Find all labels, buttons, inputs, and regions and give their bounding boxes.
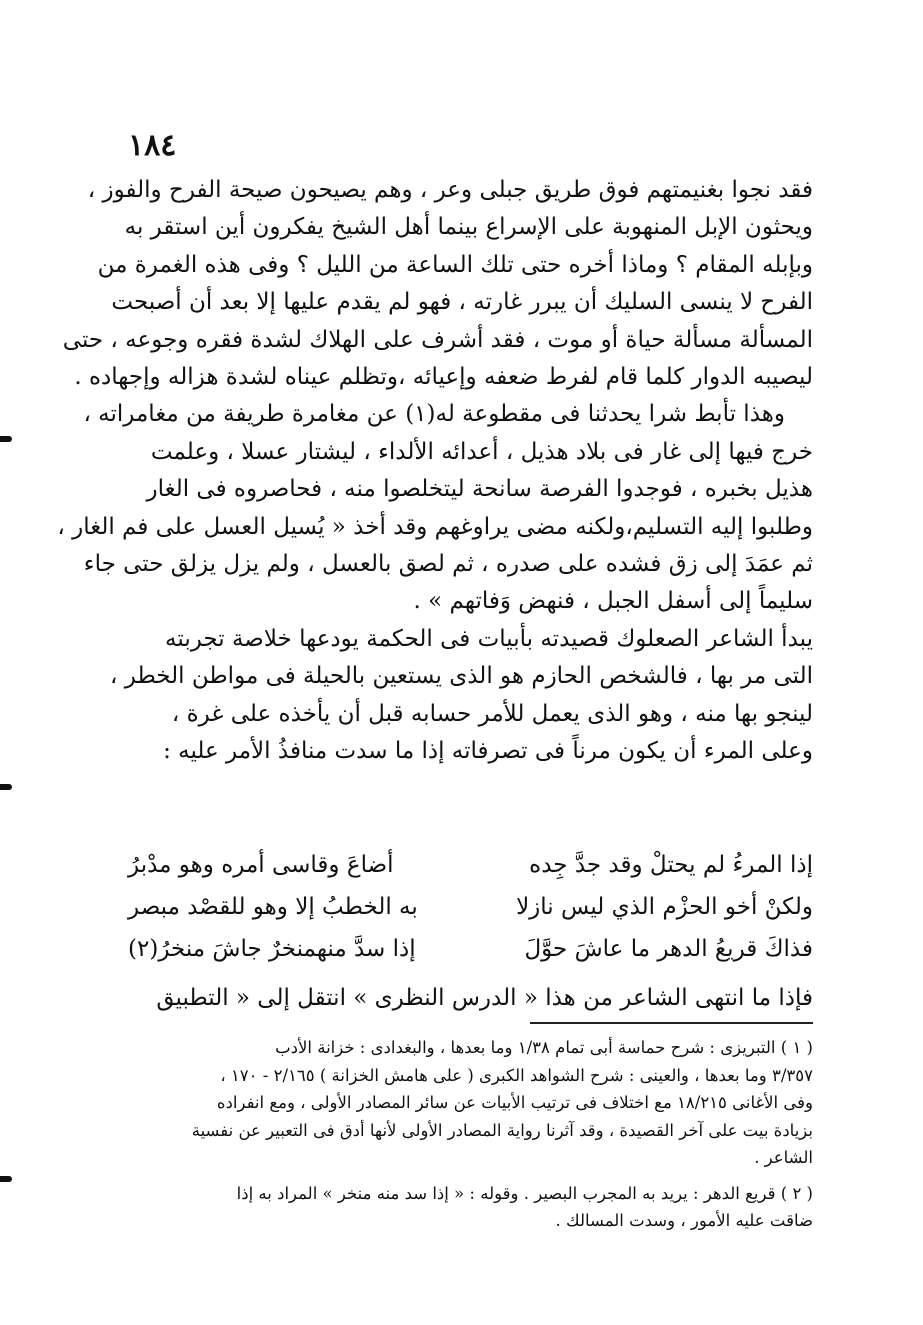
footnote-line: ( ١ ) التبريزى : شرح حماسة أبى تمام ١/٣٨ وما بعدها ، والبغدادى : خزانة الأدب bbox=[275, 1038, 813, 1057]
verse-second-hemistich: إذا سدَّ منهمنخرٌ جاشَ منخرُ(٢) bbox=[128, 936, 416, 962]
binding-mark bbox=[0, 784, 12, 790]
footnote-line: الشاعر . bbox=[754, 1148, 813, 1167]
footnotes bbox=[128, 1034, 813, 1243]
footnote-1 bbox=[128, 1034, 813, 1172]
footnote-2 bbox=[128, 1180, 813, 1235]
footnote-line: وفى الأغانى ١٨/٢١٥ مع اختلاف فى ترتيب الأبيات عن سائر المصادر الأولى ، ومع انفراده bbox=[216, 1093, 813, 1112]
text-line: يبدأ الشاعر الصعلوك قصيدته بأبيات فى الحكمة يودعها خلاصة تجربته bbox=[165, 625, 813, 652]
binding-mark bbox=[0, 436, 12, 442]
text-line: وهذا تأبط شرا يحدثنا فى مقطوعة له(١) عن مغامرة طريفة من مغامراته ، bbox=[83, 401, 785, 428]
poem bbox=[128, 844, 813, 970]
text-line: الفرح لا ينسى السليك أن يبرر غارته ، فهو لم يقدم عليها إلا بعد أن أصبحت bbox=[111, 289, 813, 316]
text-line: فقد نجوا بغنيمتهم فوق طريق جبلى وعر ، وهم يصيحون صيحة الفرح والفوز ، bbox=[87, 177, 813, 203]
verse-first-hemistich: فذاكَ قريعُ الدهر ما عاشَ حوَّلَ bbox=[524, 936, 813, 962]
poem-verse bbox=[128, 928, 813, 970]
text-line: ثم عمَدَ إلى زق فشده على صدره ، ثم لصق بالعسل ، ولم يزل يزلق حتى جاء bbox=[83, 551, 813, 578]
text-line: التى مر بها ، فالشخص الحازم هو الذى يستعين بالحيلة فى مواطن الخطر ، bbox=[110, 663, 813, 690]
text-line: خرج فيها إلى غار فى بلاد هذيل ، أعدائه الألداء ، ليشتار عسلا ، وعلمت bbox=[150, 438, 813, 465]
page-number: ١٨٤ bbox=[128, 128, 177, 163]
footnote-line: ٣/٣٥٧ وما بعدها ، والعينى : شرح الشواهد الكبرى ( على هامش الخزانة ) ٢/١٦٥ - ١٧٠ ، bbox=[220, 1065, 813, 1085]
verse-second-hemistich: أضاعَ وقاسى أمره وهو مدْبرُ bbox=[128, 852, 394, 878]
verse-first-hemistich: إذا المرءُ لم يحتلْ وقد جدَّ جِده bbox=[529, 852, 813, 878]
paragraph-1 bbox=[62, 172, 813, 396]
binding-mark bbox=[0, 1176, 12, 1182]
poem-verse bbox=[128, 844, 813, 886]
text-line-after-poem: فإذا ما انتهى الشاعر من هذا « الدرس النظرى » انتقل إلى « التطبيق bbox=[156, 985, 813, 1011]
paragraph-2 bbox=[57, 396, 813, 620]
text-line: وطلبوا إليه التسليم،ولكنه مضى يراوغهم وقد أخذ « يُسيل العسل على فم الغار ، bbox=[57, 513, 813, 540]
main-text bbox=[57, 172, 813, 771]
text-line: لينجو بها منه ، وهو الذى يعمل للأمر حسابه قبل أن يأخذه على غرة ، bbox=[171, 700, 813, 727]
footnote-separator bbox=[530, 1022, 813, 1024]
text-line: هذيل بخبره ، فوجدوا الفرصة سانحة ليتخلصوا منه ، فحاصروه فى الغار bbox=[146, 476, 813, 503]
text-line: المسألة مسألة حياة أو موت ، فقد أشرف على الهلاك لشدة فقره وجوعه ، حتى bbox=[62, 326, 813, 353]
verse-first-hemistich: ولكنْ أخو الحزْم الذي ليس نازلا bbox=[516, 894, 813, 920]
verse-second-hemistich: به الخطبُ إلا وهو للقصْد مبصر bbox=[128, 894, 418, 920]
text-line: وبإبله المقام ؟ وماذا أخره حتى تلك الساعة من الليل ؟ وفى هذه الغمرة من bbox=[97, 251, 813, 278]
paragraph-3 bbox=[110, 621, 813, 771]
text-line: سليماً إلى أسفل الجبل ، فنهض وَفاتهم » . bbox=[413, 588, 813, 615]
footnote-line: ضاقت عليه الأمور ، وسدت المسالك . bbox=[555, 1211, 813, 1230]
poem-verse bbox=[128, 886, 813, 928]
footnote-line: ( ٢ ) قريع الدهر : يريد به المجرب البصير . وقوله : « إذا سد منه منخر » المراد به إذا bbox=[236, 1183, 813, 1203]
footnote-line: بزيادة بيت على آخر القصيدة ، وقد آثرنا رواية المصادر الأولى لأنها أدق فى التعبير عن نفسية bbox=[191, 1120, 813, 1140]
text-line: ويحثون الإبل المنهوبة على الإسراع بينما أهل الشيخ يفكرون أين استقر به bbox=[124, 214, 813, 241]
text-line: ليصيبه الدوار كلما قام لفرط ضعفه وإعيائه ،وتظلم عيناه لشدة هزاله وإجهاده . bbox=[74, 364, 813, 391]
text-line: وعلى المرء أن يكون مرناً فى تصرفاته إذا ما سدت منافذُ الأمر عليه : bbox=[163, 738, 813, 765]
